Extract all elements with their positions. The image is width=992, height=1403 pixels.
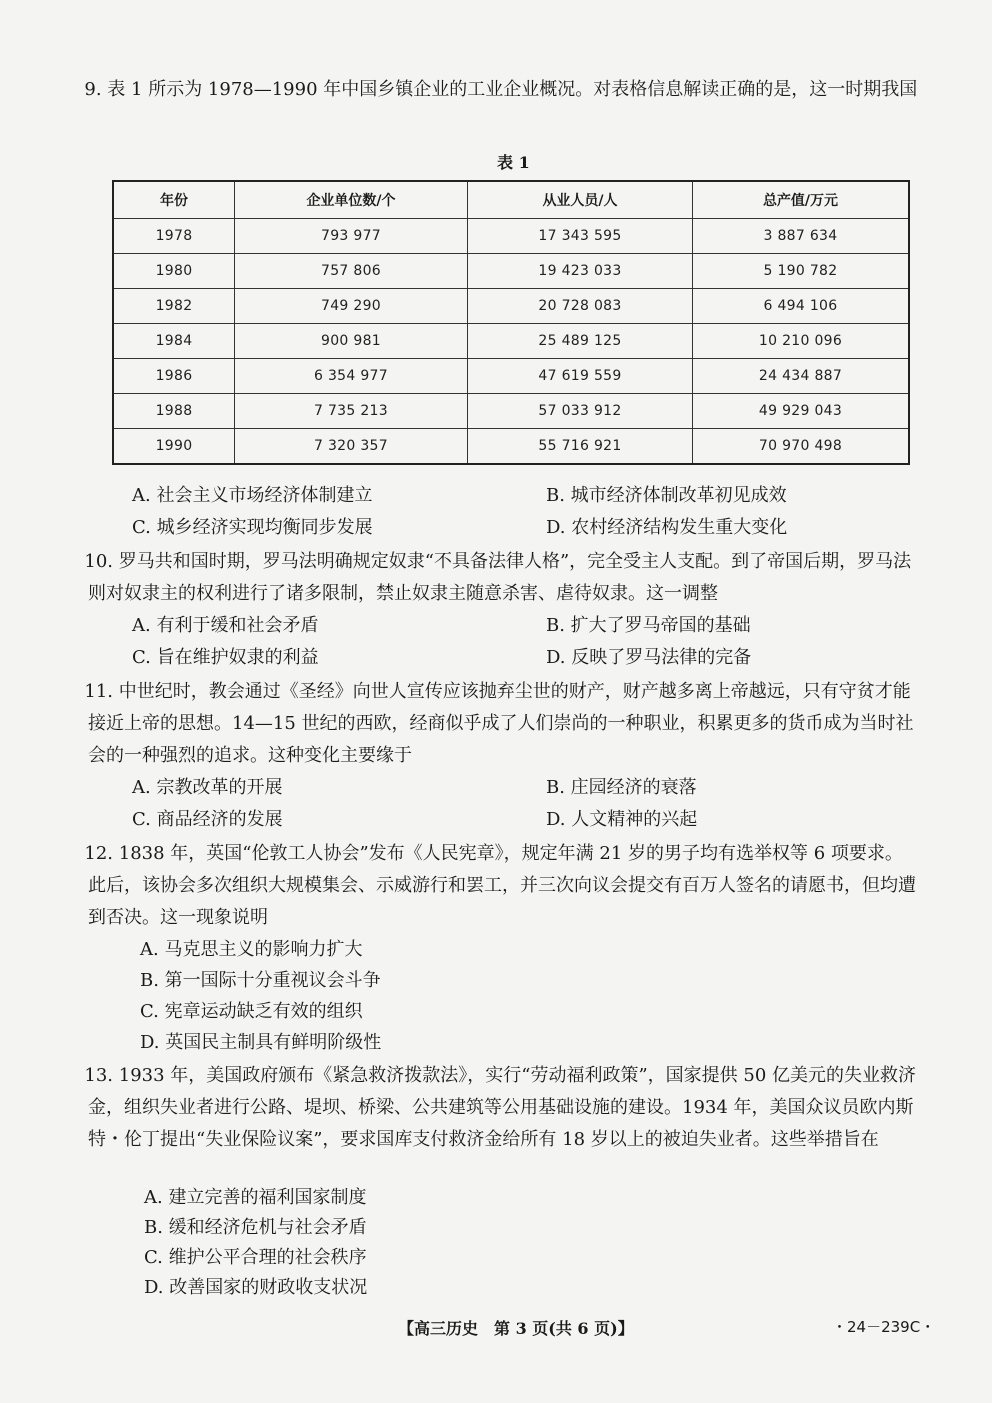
table-cell: 3 887 634 — [693, 219, 910, 254]
q9-option-d: D. 农村经济结构发生重大变化 — [546, 517, 788, 538]
table-row — [113, 359, 909, 394]
table-cell: 47 619 559 — [468, 359, 693, 394]
q9-option-b: B. 城市经济体制改革初见成效 — [546, 485, 787, 506]
question-9 — [84, 74, 918, 106]
table-header-cell: 企业单位数/个 — [235, 181, 468, 219]
table-cell: 1984 — [113, 324, 235, 359]
q9-option-c: C. 城乡经济实现均衡同步发展 — [132, 517, 373, 538]
table-cell: 900 981 — [235, 324, 468, 359]
exam-code: ・24－239C・ — [832, 1318, 936, 1336]
data-table — [112, 180, 910, 465]
question-11 — [84, 676, 918, 772]
table-header-cell: 从业人员/人 — [468, 181, 693, 219]
table-cell: 10 210 096 — [693, 324, 910, 359]
question-12 — [84, 838, 918, 934]
q11-option-c: C. 商品经济的发展 — [132, 809, 283, 830]
table-cell: 55 716 921 — [468, 429, 693, 465]
q11-option-d: D. 人文精神的兴起 — [546, 809, 698, 830]
q11-option-a: A. 宗教改革的开展 — [132, 777, 283, 798]
question-11-stem: 11. 中世纪时，教会通过《圣经》向世人宣传应该抛弃尘世的财产，财产越多离上帝越远，只有守贫才能接近上帝的思想。14—15 世纪的西欧，经商似乎成了人们崇尚的一种职业，积累更多的货币成为当时社会的一种强烈的追求。这种变化主要缘于 — [84, 681, 914, 766]
table-cell: 19 423 033 — [468, 254, 693, 289]
table-row — [113, 289, 909, 324]
table-cell: 7 320 357 — [235, 429, 468, 465]
question-13-stem: 13. 1933 年，美国政府颁布《紧急救济拨款法》，实行“劳动福利政策”，国家提供 50 亿美元的失业救济金，组织失业者进行公路、堤坝、桥梁、公共建筑等公用基础设施的建设。1934 年，美国众议员欧内斯特・伦丁提出“失业保险议案”，要求国库支付救济金给所有 18 岁以上的被迫失业者。这些举措旨在 — [84, 1065, 917, 1150]
question-9-stem: 9. 表 1 所示为 1978—1990 年中国乡镇企业的工业企业概况。对表格信息解读正确的是，这一时期我国 — [84, 79, 918, 100]
q13-option-b: B. 缓和经济危机与社会矛盾 — [144, 1217, 367, 1238]
table-cell: 5 190 782 — [693, 254, 910, 289]
table-cell: 57 033 912 — [468, 394, 693, 429]
table-row — [113, 429, 909, 465]
question-10 — [84, 546, 918, 610]
question-10-stem: 10. 罗马共和国时期，罗马法明确规定奴隶“不具备法律人格”，完全受主人支配。到了帝国后期，罗马法则对奴隶主的权利进行了诸多限制，禁止奴隶主随意杀害、虐待奴隶。这一调整 — [84, 551, 912, 604]
q12-option-b: B. 第一国际十分重视议会斗争 — [140, 970, 381, 991]
table-row — [113, 254, 909, 289]
table-cell: 1980 — [113, 254, 235, 289]
q13-option-a: A. 建立完善的福利国家制度 — [144, 1187, 367, 1208]
table-cell: 1978 — [113, 219, 235, 254]
table-cell: 6 494 106 — [693, 289, 910, 324]
q11-option-b: B. 庄园经济的衰落 — [546, 777, 697, 798]
table-caption: 表 1 — [497, 153, 530, 172]
table-header-cell: 年份 — [113, 181, 235, 219]
q10-option-a: A. 有利于缓和社会矛盾 — [132, 615, 319, 636]
q10-option-d: D. 反映了罗马法律的完备 — [546, 647, 752, 668]
q9-option-a: A. 社会主义市场经济体制建立 — [132, 485, 373, 506]
q10-option-c: C. 旨在维护奴隶的利益 — [132, 647, 319, 668]
table-cell: 1990 — [113, 429, 235, 465]
table-header-row — [113, 181, 909, 219]
table-header-cell: 总产值/万元 — [693, 181, 910, 219]
q13-option-d: D. 改善国家的财政收支状况 — [144, 1277, 368, 1298]
page-footer: 【高三历史 第 3 页(共 6 页)】 — [398, 1319, 634, 1338]
table-cell: 793 977 — [235, 219, 468, 254]
q13-option-c: C. 维护公平合理的社会秩序 — [144, 1247, 367, 1268]
q12-option-d: D. 英国民主制具有鲜明阶级性 — [140, 1032, 382, 1053]
table-cell: 24 434 887 — [693, 359, 910, 394]
table-row — [113, 394, 909, 429]
table-cell: 20 728 083 — [468, 289, 693, 324]
question-12-stem: 12. 1838 年，英国“伦敦工人协会”发布《人民宪章》，规定年满 21 岁的男子均有选举权等 6 项要求。此后，该协会多次组织大规模集会、示威游行和罢工，并三次向议会提交有百万人签名的请愿书，但均遭到否决。这一现象说明 — [84, 843, 916, 928]
table-cell: 1988 — [113, 394, 235, 429]
table-cell: 749 290 — [235, 289, 468, 324]
table-cell: 1986 — [113, 359, 235, 394]
table-cell: 1982 — [113, 289, 235, 324]
table-row — [113, 219, 909, 254]
table-cell: 6 354 977 — [235, 359, 468, 394]
table-cell: 17 343 595 — [468, 219, 693, 254]
table-row — [113, 324, 909, 359]
table-cell: 757 806 — [235, 254, 468, 289]
table-cell: 70 970 498 — [693, 429, 910, 465]
table-cell: 7 735 213 — [235, 394, 468, 429]
question-13 — [84, 1060, 918, 1156]
q10-option-b: B. 扩大了罗马帝国的基础 — [546, 615, 751, 636]
q12-option-c: C. 宪章运动缺乏有效的组织 — [140, 1001, 363, 1022]
table-cell: 49 929 043 — [693, 394, 910, 429]
q12-option-a: A. 马克思主义的影响力扩大 — [140, 939, 363, 960]
table-cell: 25 489 125 — [468, 324, 693, 359]
